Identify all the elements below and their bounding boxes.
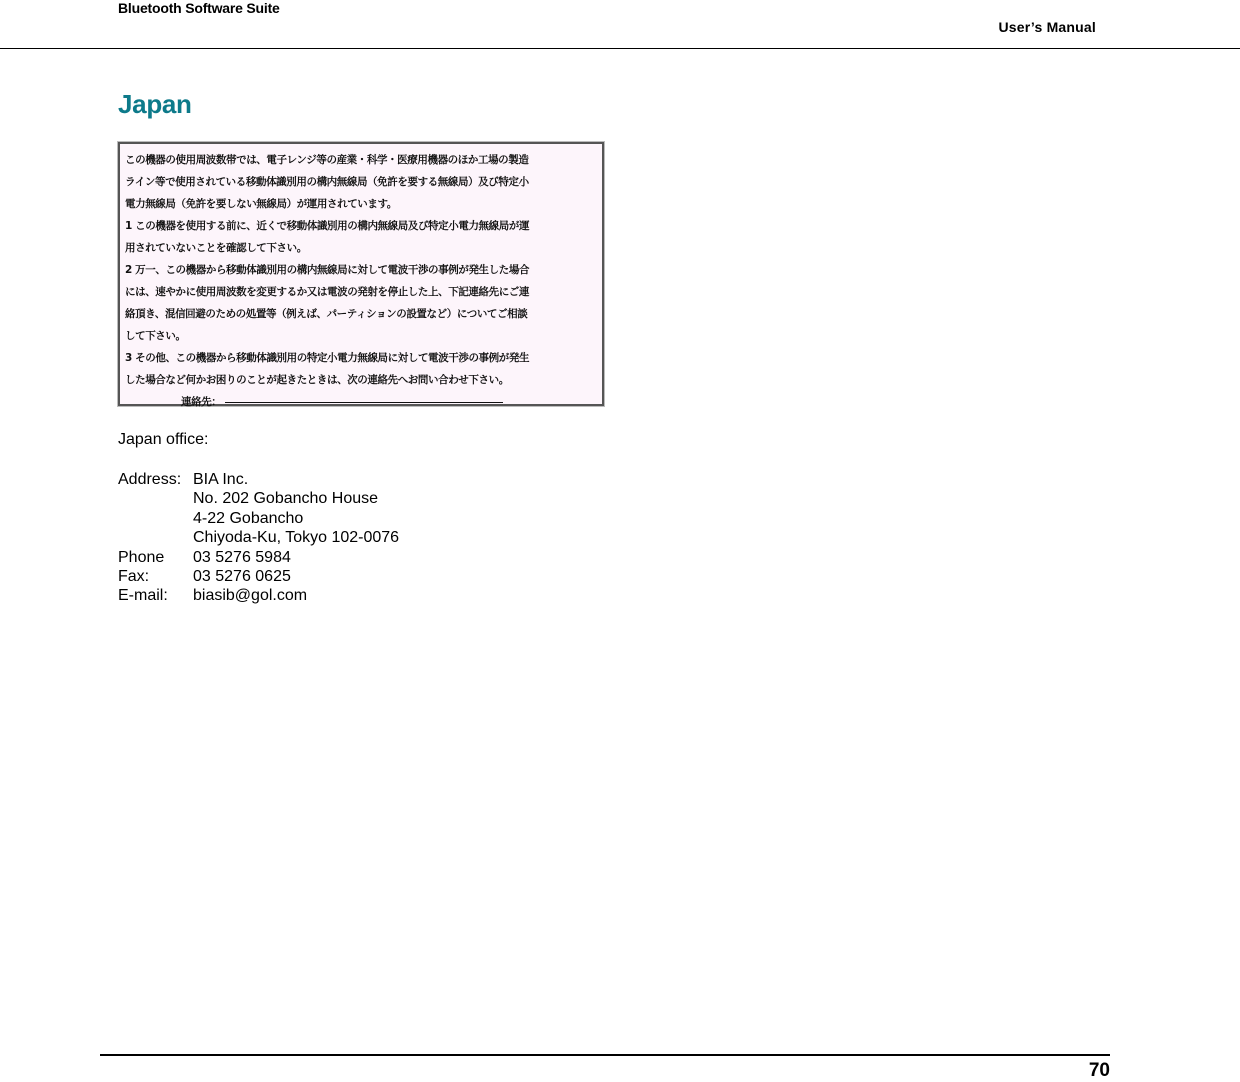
notice-contact-row — [125, 391, 598, 413]
notice-line: 1 この機器を使用する前に、近くで移動体識別用の構内無線局及び特定小電力無線局が運 — [125, 220, 530, 232]
notice-line: して下さい。 — [125, 330, 186, 342]
manual-label: User’s Manual — [998, 19, 1096, 35]
address-row — [118, 489, 399, 508]
email-value: biasib@gol.com — [193, 587, 308, 605]
notice-contact-label: 連絡先： — [181, 396, 222, 408]
address-line: 4-22 Gobancho — [193, 509, 304, 527]
fax-key: Fax: — [118, 568, 150, 586]
address-row — [118, 509, 399, 528]
notice-line: 用されていないことを確認して下さい。 — [125, 242, 307, 254]
address-line: No. 202 Gobancho House — [193, 490, 379, 508]
office-label: Japan office: — [118, 431, 209, 448]
office-address-block — [118, 470, 399, 606]
notice-line: した場合など何かお困りのことが起きたときは、次の連絡先へお問い合わせ下さい。 — [125, 374, 509, 386]
notice-line: 2 万一、この機器から移動体識別用の構内無線局に対して電波干渉の事例が発生した場合 — [125, 264, 530, 276]
notice-line: ライン等で使用されている移動体識別用の構内無線局（免許を要する無線局）及び特定小 — [125, 176, 529, 188]
footer-divider — [100, 1054, 1110, 1056]
phone-row — [118, 548, 399, 567]
fax-row — [118, 567, 399, 586]
section-title: Japan — [118, 89, 192, 119]
document-title: Bluetooth Software Suite — [118, 0, 280, 16]
address-line: Chiyoda-Ku, Tokyo 102-0076 — [193, 529, 400, 547]
japanese-radio-notice — [118, 142, 604, 406]
header-divider — [0, 48, 1240, 49]
phone-key: Phone — [118, 548, 165, 566]
email-key: E-mail: — [118, 587, 168, 605]
address-row — [118, 528, 399, 547]
notice-line: 絡頂き、混信回避のための処置等（例えば、パーティションの設置など）についてご相談 — [125, 308, 528, 320]
notice-line: 電力無線局（免許を要しない無線局）が運用されています。 — [125, 198, 397, 210]
address-key: Address: — [118, 471, 182, 488]
address-line: BIA Inc. — [193, 471, 249, 488]
fax-value: 03 5276 0625 — [193, 568, 291, 586]
contact-blank-line — [225, 402, 503, 403]
phone-value: 03 5276 5984 — [193, 548, 291, 566]
notice-line: には、速やかに使用周波数を変更するか又は電波の発射を停止した上、下記連絡先にご連 — [125, 286, 529, 298]
notice-line: 3 その他、この機器から移動体識別用の特定小電力無線局に対して電波干渉の事例が発生 — [125, 352, 530, 364]
email-row — [118, 586, 399, 605]
page-number: 70 — [1088, 1060, 1110, 1081]
notice-line: この機器の使用周波数帯では、電子レンジ等の産業・科学・医療用機器のほか工場の製造 — [125, 154, 529, 166]
address-row — [118, 470, 399, 489]
